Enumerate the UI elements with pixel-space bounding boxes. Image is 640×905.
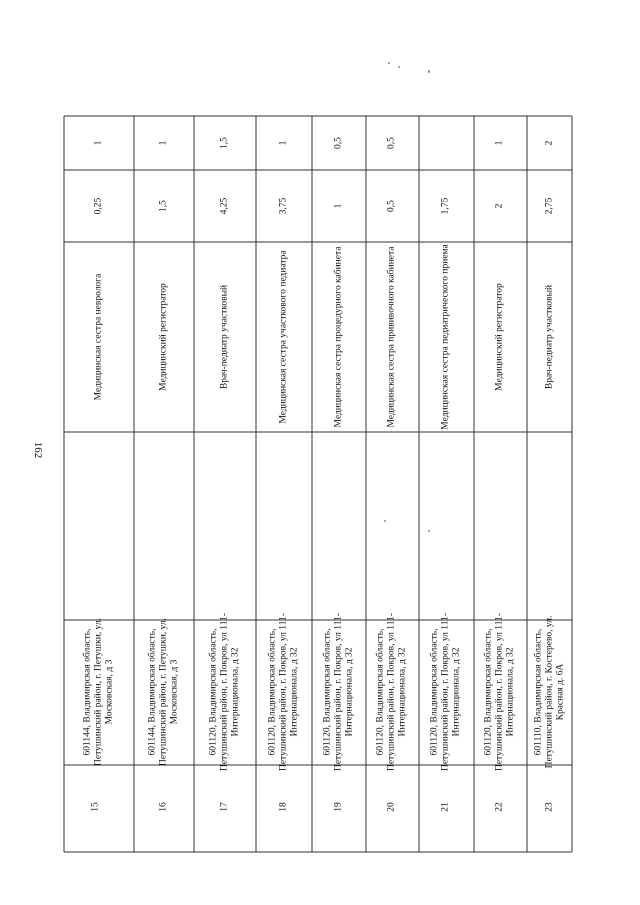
value-a-cell: 1 [333, 203, 344, 209]
value-a-cell: 1,5 [158, 200, 169, 212]
scan-speck [428, 530, 430, 532]
address-cell: 601120, Владимирская область, Петушинский район, г. Покров, ул 111- Интернационала, д 32 [429, 612, 462, 772]
value-a-cell: 1,75 [440, 197, 451, 215]
address-cell: 601120, Владимирская область, Петушинский район, г. Покров, ул 111- Интернационала, д 32 [483, 612, 516, 772]
position-cell: Медицинская сестра процедурного кабинета [333, 246, 344, 428]
row-number: 22 [494, 802, 505, 812]
position-cell: Медицинская сестра невролога [93, 273, 104, 401]
scan-speck [398, 66, 400, 68]
value-a-cell: 3,75 [278, 197, 289, 215]
page-number: 162 [32, 441, 44, 459]
address-cell: 601120, Владимирская область, Петушинский район, г. Покров, ул 111- Интернационала, д 32 [208, 612, 241, 772]
value-a-cell: 0,5 [386, 200, 397, 212]
value-b-cell: 0,5 [333, 137, 344, 149]
row-number: 18 [278, 802, 289, 812]
row-number: 19 [333, 802, 344, 812]
value-a-cell: 2 [494, 203, 505, 209]
position-cell: Медицинский регистратор [158, 283, 169, 391]
address-cell: 601120, Владимирская область, Петушинский район, г. Покров, ул 111- Интернационала, д 32 [267, 612, 300, 772]
address-cell: 601120, Владимирская область, Петушинский район, г. Покров, ул 111- Интернационала, д 32 [375, 612, 408, 772]
position-cell: Медицинский регистратор [494, 283, 505, 391]
row-number: 17 [219, 802, 230, 812]
address-cell: 601120, Владимирская область, Петушинский район, г. Покров, ул 111- Интернационала, д 32 [322, 612, 355, 772]
value-b-cell: 1 [494, 140, 505, 146]
value-a-cell: 4,25 [219, 197, 230, 215]
row-number: 20 [386, 802, 397, 812]
value-b-cell: 1 [93, 140, 104, 146]
value-b-cell: 2 [544, 140, 555, 146]
row-number: 21 [440, 802, 451, 812]
row-number: 16 [158, 802, 169, 812]
row-number: 15 [90, 802, 101, 812]
position-cell: Медицинская сестра педиатрического приема [440, 244, 451, 430]
scan-speck [428, 70, 430, 73]
position-cell: Врач-педиатр участковый [219, 284, 230, 390]
address-cell: 601144, Владимирская область, Петушинский район, г. Петушки, ул. Московская, д 3 [82, 618, 115, 766]
position-cell: Медицинская сестра участкового педиатра [278, 250, 289, 424]
value-a-cell: 0,25 [93, 197, 104, 215]
row-number: 23 [544, 802, 555, 812]
address-cell: 601110, Владимирская область, Петушинский район, г. Костерево, ул. Красная д. 6А [533, 615, 566, 769]
position-cell: Медицинская сестра прививочного кабинета [386, 246, 397, 428]
scan-speck [384, 520, 386, 522]
value-b-cell: 0,5 [386, 137, 397, 149]
value-b-cell: 1,5 [219, 137, 230, 149]
value-b-cell: 1 [278, 140, 289, 146]
value-b-cell: 1 [158, 140, 169, 146]
address-cell: 601144, Владимирская область, Петушинский район, г. Петушки, ул. Московская, д 3 [147, 618, 180, 766]
position-cell: Врач-педиатр участковый [544, 284, 555, 390]
scan-speck [388, 62, 390, 64]
value-a-cell: 2,75 [544, 197, 555, 215]
